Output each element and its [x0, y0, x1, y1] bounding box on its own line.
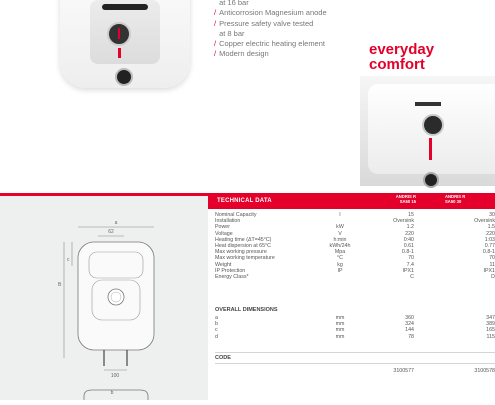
spec-row-unit: l [339, 212, 341, 218]
bottom-knob [423, 172, 439, 188]
code-value-1: 3100577 [393, 368, 414, 374]
spec-row-unit: kW [336, 224, 344, 231]
comfort-line1: everyday [369, 41, 435, 58]
column-header-2: ANDRIS R SA50 30 [445, 194, 466, 204]
spec-row-label: Voltage [215, 230, 233, 237]
spec-row-value-1: 220 [405, 230, 414, 237]
dim-row-label: c [215, 327, 218, 334]
product-image-top [60, 0, 190, 88]
spec-row-unit: h:min [333, 236, 347, 243]
dimension-diagram-panel [0, 196, 208, 400]
dim-row-value-1: 144 [405, 327, 414, 334]
feature-item: / Copper electric heating element [214, 39, 325, 49]
spec-row-unit: Mpa [334, 249, 346, 256]
section-divider [215, 352, 495, 353]
spec-row-unit: IP [337, 267, 343, 274]
code-title: CODE [215, 355, 231, 361]
dim-row-value-1: 360 [405, 315, 414, 321]
spec-row-unit: kg [337, 261, 343, 268]
spec-row-value-2: Oversink [474, 218, 495, 225]
dim-label-c: c [67, 257, 70, 263]
spec-row-label: Weight [215, 261, 232, 268]
spec-row-label: Installation [215, 218, 241, 225]
dim-row-value-2: 389 [486, 321, 495, 328]
section-divider [215, 363, 495, 364]
spec-row-value-1: 15 [408, 212, 414, 218]
spec-row-unit: °C [337, 255, 343, 262]
dim-row-unit: mm [335, 315, 345, 321]
spec-row-value-1: 7.4 [406, 261, 414, 268]
dim-row-value-2: 347 [486, 315, 495, 321]
spec-row-value-2: 1.5 [487, 224, 495, 231]
spec-row-value-1: Oversink [393, 218, 414, 225]
dim-row-value-2: 115 [486, 333, 495, 340]
spec-row-label: Heat dispersion at 65°C [215, 243, 272, 249]
spec-row-label: Heating time (ΔT=45°C) [215, 236, 272, 243]
spec-row-value-2: 70 [489, 255, 495, 262]
spec-row-label: Energy Class* [215, 274, 249, 280]
spec-row-label: Nominal Capacity [215, 212, 257, 218]
spec-row-value-1: 70 [408, 255, 414, 262]
spec-row-value-1: C [410, 274, 414, 280]
thermostat-knob [107, 22, 131, 46]
brand-logo-bar [102, 4, 148, 10]
spec-row-value-2: 1:03 [484, 236, 495, 243]
dim-row-unit: mm [335, 327, 345, 334]
feature-item: / Anticorrosion Magnesium anode [214, 8, 327, 18]
feature-item: at 8 bar [219, 28, 245, 38]
dim-row-label: a [215, 315, 218, 321]
feature-item: at 16 bar [219, 0, 249, 7]
dim-row-unit: mm [335, 321, 345, 328]
dim-row-label: d [215, 333, 218, 340]
dim-row-label: b [215, 321, 218, 328]
spec-row-value-2: D [491, 274, 495, 280]
dim-row-value-2: 165 [486, 327, 495, 334]
spec-row-unit: V [338, 230, 342, 237]
spec-row-label: Power [215, 224, 231, 231]
dim-label-b: b [110, 390, 114, 396]
code-value-2: 3100578 [474, 368, 495, 374]
spec-row-label: Max working temperature [215, 255, 275, 262]
indicator-light [118, 48, 121, 58]
dimensions-title: OVERALL DIMENSIONS [215, 307, 278, 313]
dim-label-a: a [114, 220, 118, 226]
dim-row-value-1: 324 [405, 321, 414, 328]
spec-row-value-2: IPX1 [483, 267, 495, 274]
column-header-1: ANDRIS R SA50 15 [395, 194, 416, 204]
spec-row-value-2: 11 [489, 261, 495, 268]
dimension-diagram [0, 196, 208, 400]
spec-row-value-1: 0:40 [403, 236, 414, 243]
product-image-closeup [360, 76, 495, 186]
feature-item: / Pressure safety valve tested [214, 18, 314, 28]
feature-item: / Modern design [214, 49, 269, 59]
dim-row-value-1: 78 [408, 333, 414, 340]
technical-data-title: TECHNICAL DATA [217, 198, 272, 204]
dim-label-B: B [58, 282, 62, 288]
dim-label-100: 100 [110, 373, 120, 379]
spec-row-value-1: 0.61 [403, 243, 414, 249]
spec-row-value-1: 0.8-1 [401, 249, 414, 256]
spec-row-value-1: 1.2 [406, 224, 414, 231]
spec-row-value-2: 0.8-1 [482, 249, 495, 256]
indicator-light [429, 138, 432, 160]
spec-row-label: IP Protection [215, 267, 246, 274]
heater-side-outline [84, 390, 148, 400]
brand-logo-bar [415, 102, 441, 106]
spec-row-label: Max working pressure [215, 249, 267, 256]
spec-row-value-2: 30 [489, 212, 495, 218]
feature-list [214, 0, 327, 60]
spec-row-value-1: IPX1 [402, 267, 414, 274]
comfort-line2: comfort [369, 56, 425, 73]
dim-row-unit: mm [335, 333, 345, 340]
spec-row-value-2: 0.77 [484, 243, 495, 249]
spec-row-unit: kWh/24h [329, 243, 351, 249]
spec-row-value-2: 220 [486, 230, 495, 237]
thermostat-knob [422, 114, 444, 136]
dim-label-62: 62 [108, 229, 114, 235]
knob-outline [108, 289, 124, 305]
bottom-knob [115, 68, 133, 86]
comfort-heading [369, 42, 434, 72]
